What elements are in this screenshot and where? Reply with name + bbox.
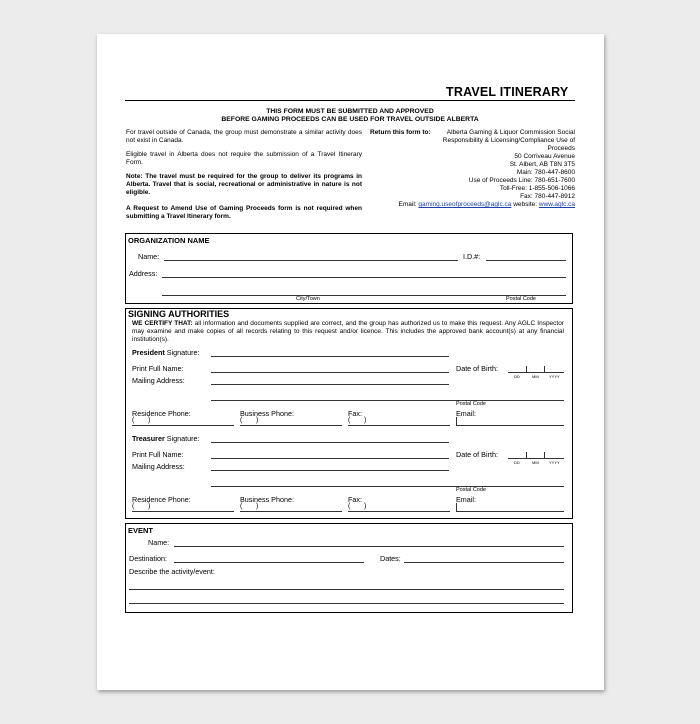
president-name-label: Print Full Name: xyxy=(132,364,184,373)
signing-section: SIGNING AUTHORITIES WE CERTIFY THAT: all information and documents supplied are correct, and the group has authorized us to make this request. Any AGLC Inspector may examine and make copies of all records relating to this request and/or licence. This includes the approved bank account(s) at any financial institution(s). President Signature: Print Full Name: Date of Birth: DD MM YYYY Mailing Address: Postal Code Residence Phone: Business Phone: Fax: Email: ( ) ( ) ( ) Treasurer Signature: Print Full Name: Date of Birth: DD MM YYYY Mailing Address: Postal Code Residence Phone: Business Phone: Fax: Email: ( ) ( ) ( ) xyxy=(125,308,573,519)
president-signature-field[interactable] xyxy=(211,356,449,357)
treasurer-residence-field[interactable] xyxy=(132,511,234,512)
event-dates-label: Dates: xyxy=(380,554,401,563)
president-business-label: Business Phone: xyxy=(240,409,294,418)
treasurer-email-field[interactable] xyxy=(456,511,564,512)
org-postal-label: Postal Code xyxy=(506,296,536,302)
treasurer-fax-field[interactable] xyxy=(348,511,450,512)
website-link[interactable]: www.aglc.ca xyxy=(538,201,575,208)
president-mailing-label: Mailing Address: xyxy=(132,376,185,385)
president-business-field[interactable] xyxy=(240,425,342,426)
return-proceeds-line: Use of Proceeds Line: 780-651-7600 xyxy=(468,177,575,184)
form-page xyxy=(97,34,604,690)
treasurer-fax-label: Fax: xyxy=(348,495,362,504)
president-fax-field[interactable] xyxy=(348,425,450,426)
president-dob-field[interactable] xyxy=(508,372,564,373)
president-email-label: Email: xyxy=(456,409,476,418)
president-postal-label: Postal Code xyxy=(456,401,486,407)
treasurer-mailing-label: Mailing Address: xyxy=(132,462,185,471)
intro-paragraph-2: Eligible travel in Alberta does not require the submission of a Travel Itinerary Form. xyxy=(126,151,362,166)
treasurer-name-field[interactable] xyxy=(211,458,449,459)
org-city-label: City/Town xyxy=(296,296,320,302)
treasurer-postal-label: Postal Code xyxy=(456,487,486,493)
treasurer-name-label: Print Full Name: xyxy=(132,450,184,459)
org-name-field[interactable] xyxy=(164,260,458,261)
intro-paragraph-1: For travel outside of Canada, the group must demonstrate a similar activity does not exist in Canada. xyxy=(126,129,362,144)
return-fax: Fax: 780-447-8912 xyxy=(520,193,575,200)
return-main-phone: Main: 780-447-8600 xyxy=(516,169,575,176)
treasurer-mailing-field[interactable] xyxy=(211,470,449,471)
intro-note: Note: The travel must be required for the group to deliver its programs in Alberta. Travel that is social, recreational or administrative in nature is not eligible. xyxy=(126,173,362,196)
treasurer-signature-label: Treasurer Signature: xyxy=(132,434,200,443)
return-to-label: Return this form to: xyxy=(370,129,431,136)
form-title: TRAVEL ITINERARY xyxy=(446,85,569,99)
title-rule xyxy=(125,100,575,101)
president-residence-field[interactable] xyxy=(132,425,234,426)
event-name-field[interactable] xyxy=(174,546,564,547)
treasurer-email-label: Email: xyxy=(456,495,476,504)
president-email-field[interactable] xyxy=(456,425,564,426)
treasurer-signature-field[interactable] xyxy=(211,442,449,443)
return-contact-line: Email: gaming.useofproceeds@aglc.ca website: www.aglc.ca xyxy=(398,201,575,208)
event-describe-field-2[interactable] xyxy=(129,603,564,604)
president-dob-label: Date of Birth: xyxy=(456,364,498,373)
event-describe-field-1[interactable] xyxy=(129,589,564,590)
president-mailing-field-2[interactable] xyxy=(211,400,564,401)
treasurer-mailing-field-2[interactable] xyxy=(211,486,564,487)
treasurer-business-field[interactable] xyxy=(240,511,342,512)
event-name-label: Name: xyxy=(148,538,170,547)
org-id-label: I.D.#: xyxy=(463,252,481,261)
organization-section xyxy=(125,233,573,304)
return-org: Alberta Gaming & Liquor Commission Social Responsibility & Licensing/Compliance Use of Proceeds xyxy=(442,129,575,152)
president-fax-label: Fax: xyxy=(348,409,362,418)
president-residence-label: Residence Phone: xyxy=(132,409,191,418)
certify-statement: WE CERTIFY THAT: all information and documents supplied are correct, and the group has authorized us to make this request. Any AGLC Inspector may examine and make copies of all records relating to this request and/or licence. This includes the approved bank account(s) at any financial institution(s). xyxy=(132,320,565,343)
event-destination-field[interactable] xyxy=(174,562,364,563)
return-tollfree: Toll-Free: 1-855-506-1066 xyxy=(499,185,575,192)
organization-heading: ORGANIZATION NAME xyxy=(128,236,210,245)
treasurer-dob-field[interactable] xyxy=(508,458,564,459)
intro-amend-note: A Request to Amend Use of Gaming Proceeds form is not required when submitting a Travel Itinerary form. xyxy=(126,205,362,220)
return-city: St. Albert, AB T8N 3T5 xyxy=(509,161,575,168)
org-address-label: Address: xyxy=(129,269,158,278)
notice-line-2: BEFORE GAMING PROCEEDS CAN BE USED FOR TRAVEL OUTSIDE ALBERTA xyxy=(221,116,479,123)
treasurer-residence-label: Residence Phone: xyxy=(132,495,191,504)
notice-line-1: THIS FORM MUST BE SUBMITTED AND APPROVED xyxy=(266,108,434,115)
president-name-field[interactable] xyxy=(211,372,449,373)
president-mailing-field[interactable] xyxy=(211,384,449,385)
signing-heading: SIGNING AUTHORITIES xyxy=(128,309,230,319)
org-name-label: Name: xyxy=(138,252,160,261)
event-section xyxy=(125,523,573,613)
treasurer-dob-label: Date of Birth: xyxy=(456,450,498,459)
president-signature-label: President Signature: xyxy=(132,348,200,357)
event-destination-label: Destination: xyxy=(129,554,167,563)
email-link[interactable]: gaming.useofproceeds@aglc.ca xyxy=(418,201,512,208)
event-heading: EVENT xyxy=(128,526,154,535)
event-dates-field[interactable] xyxy=(404,562,564,563)
return-street: 50 Corriveau Avenue xyxy=(514,153,575,160)
treasurer-business-label: Business Phone: xyxy=(240,495,294,504)
event-describe-label: Describe the activity/event: xyxy=(129,567,215,576)
org-id-field[interactable] xyxy=(486,260,566,261)
org-address-field[interactable] xyxy=(162,277,566,278)
